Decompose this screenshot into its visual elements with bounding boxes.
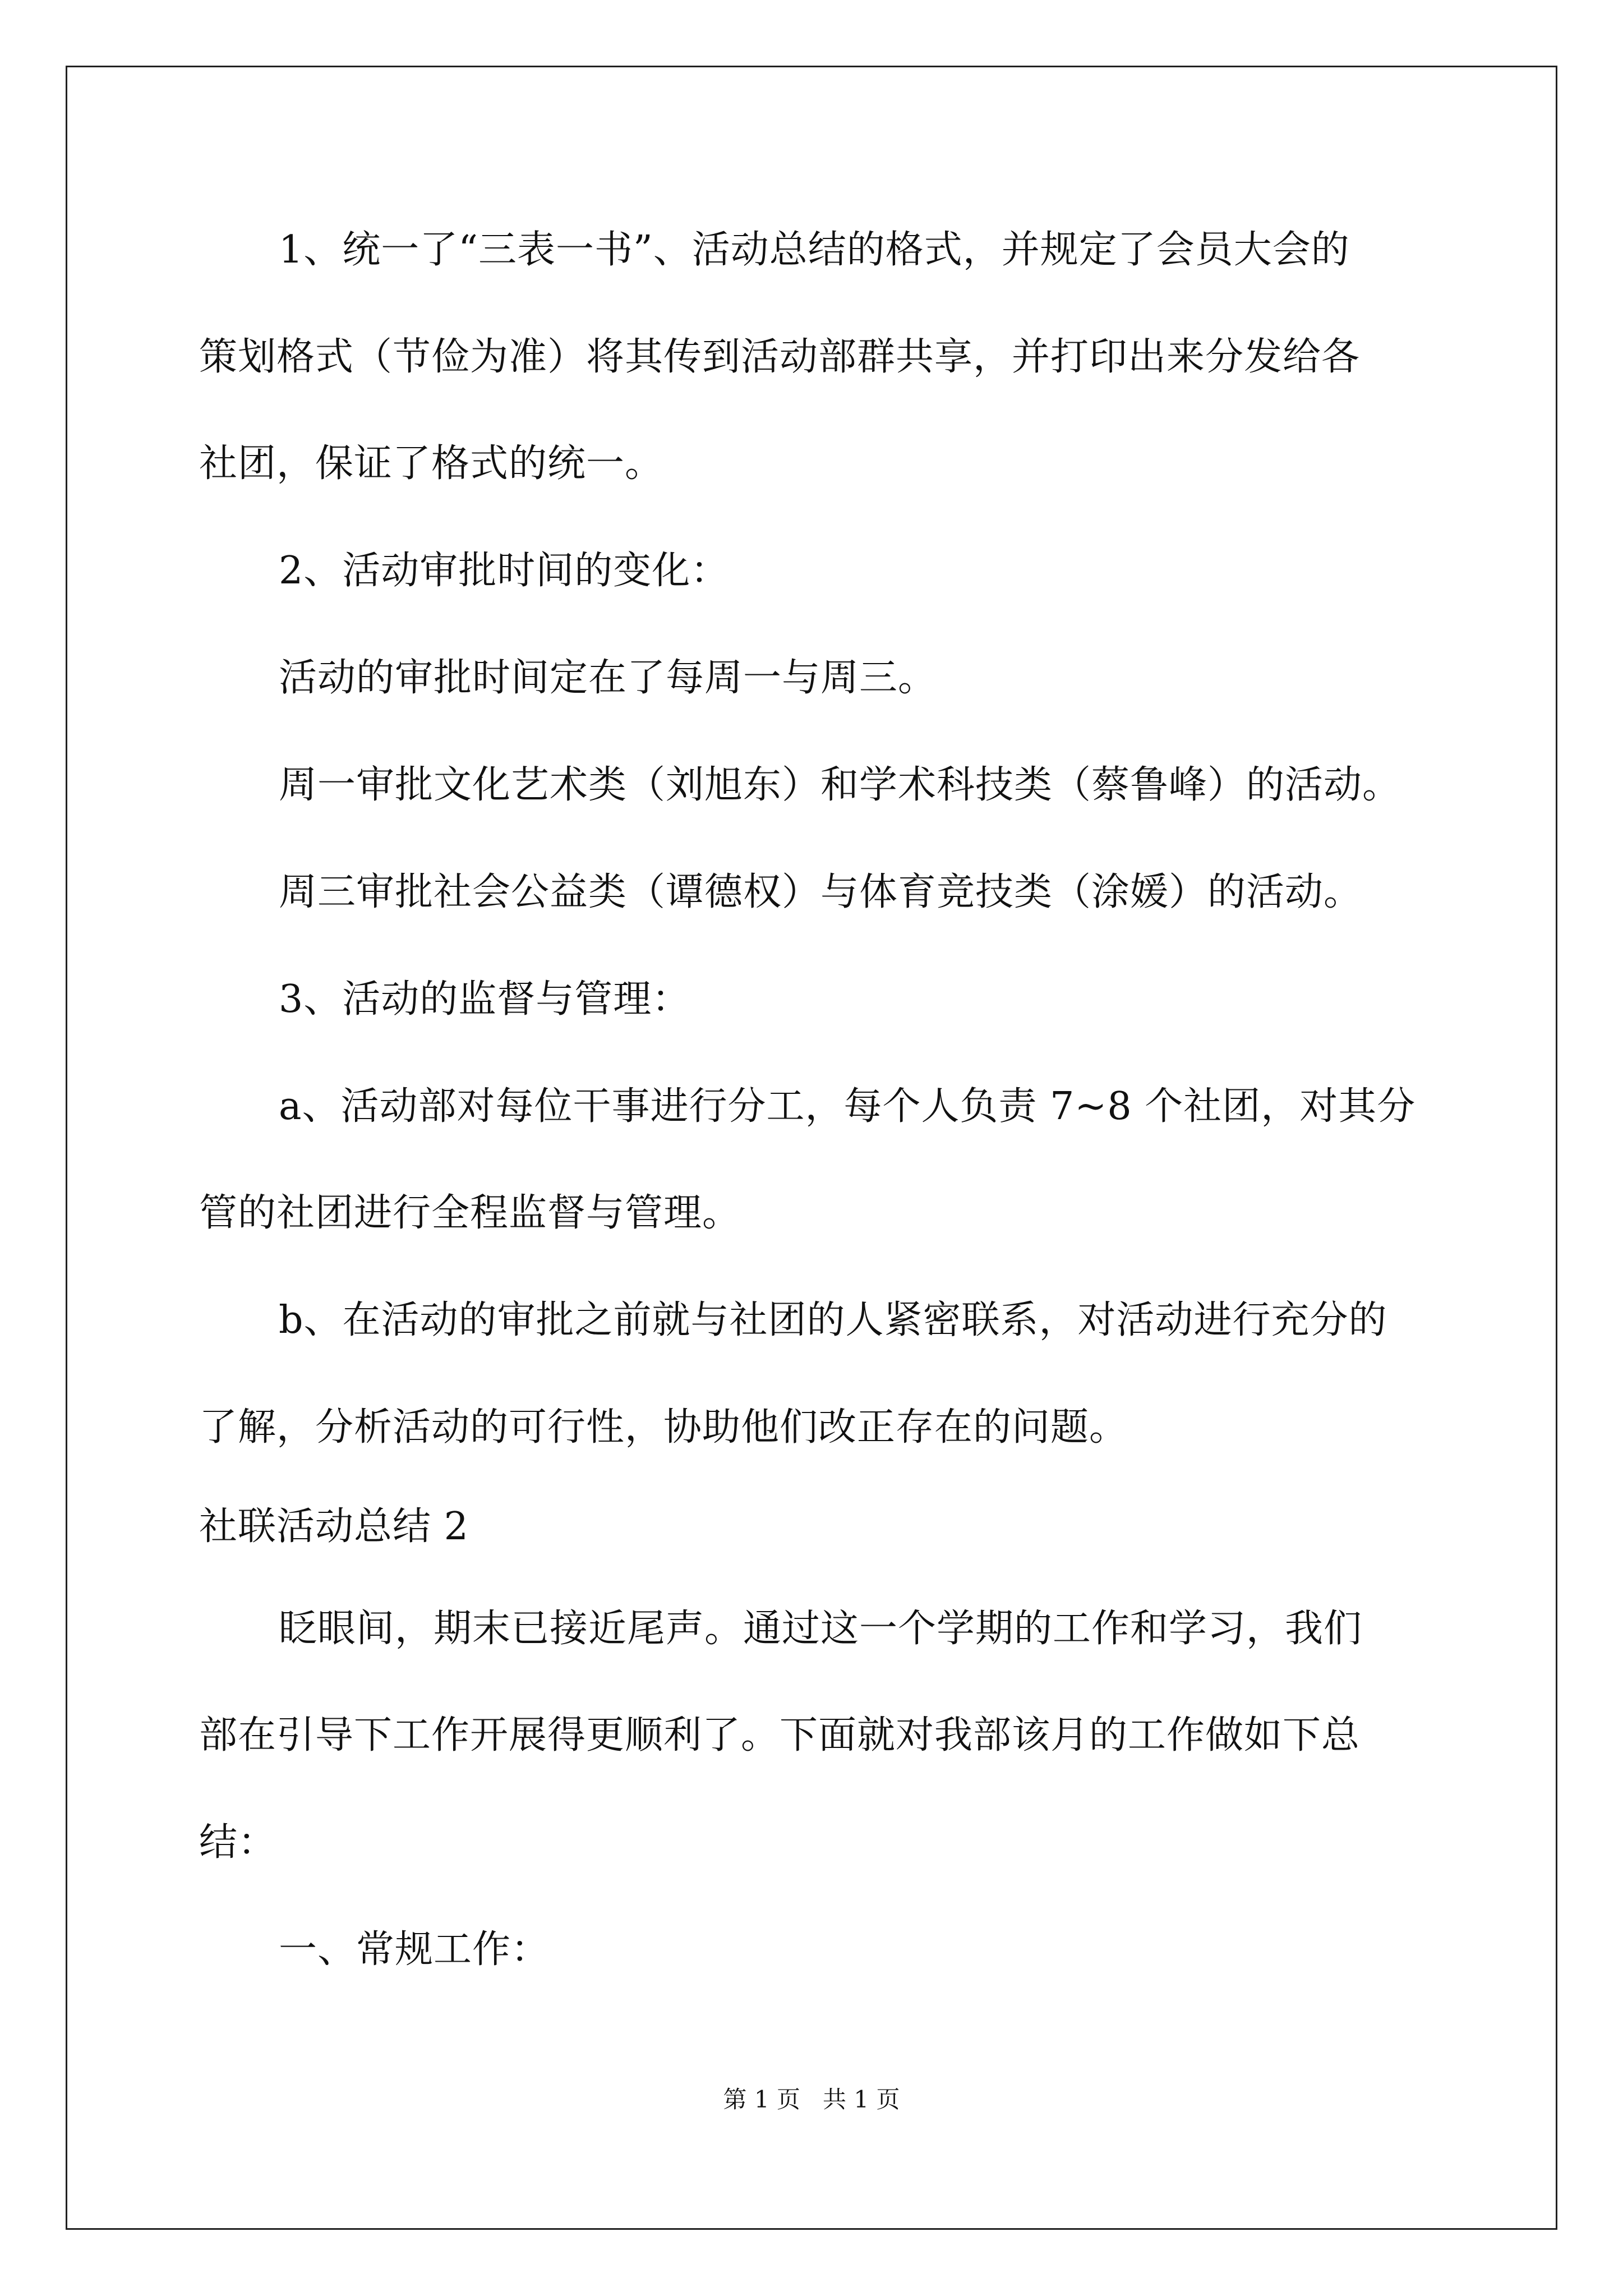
paragraph-line: 部在引导下工作开展得更顺利了。下面就对我部该月的工作做如下总 [199,1713,1361,1757]
paragraph-line: 1、统一了“三表一书”、活动总结的格式，并规定了会员大会的 [279,228,1350,272]
paragraph-line: 结： [199,1820,277,1865]
paragraph-line: 管的社团进行全程监督与管理。 [199,1191,741,1235]
paragraph-line: 周三审批社会公益类（谭德权）与体育竞技类（涂媛）的活动。 [279,870,1363,914]
paragraph-line: 一、常规工作： [279,1927,550,1972]
section-heading: 社联活动总结 2 [199,1504,469,1549]
paragraph-line: b、在活动的审批之前就与社团的人紧密联系，对活动进行充分的 [279,1298,1387,1342]
paragraph-line: 3、活动的监督与管理： [279,977,691,1022]
paragraph-line: 眨眼间，期末已接近尾声。通过这一个学期的工作和学习，我们 [279,1607,1363,1651]
page-border [66,66,1557,2230]
paragraph-line: 2、活动审批时间的变化： [279,549,730,593]
paragraph-line: 周一审批文化艺术类（刘旭东）和学术科技类（蔡鲁峰）的活动。 [279,763,1401,807]
paragraph-line: 活动的审批时间定在了每周一与周三。 [279,656,937,700]
paragraph-line: 策划格式（节俭为准）将其传到活动部群共享，并打印出来分发给各 [199,335,1361,379]
paragraph-line: 了解，分析活动的可行性，协助他们改正存在的问题。 [199,1405,1128,1450]
page-footer: 第 1 页 共 1 页 [723,2086,900,2113]
paragraph-line: a、活动部对每位干事进行分工，每个人负责 7~8 个社团，对其分 [279,1084,1416,1129]
paragraph-line: 社团，保证了格式的统一。 [199,441,664,486]
